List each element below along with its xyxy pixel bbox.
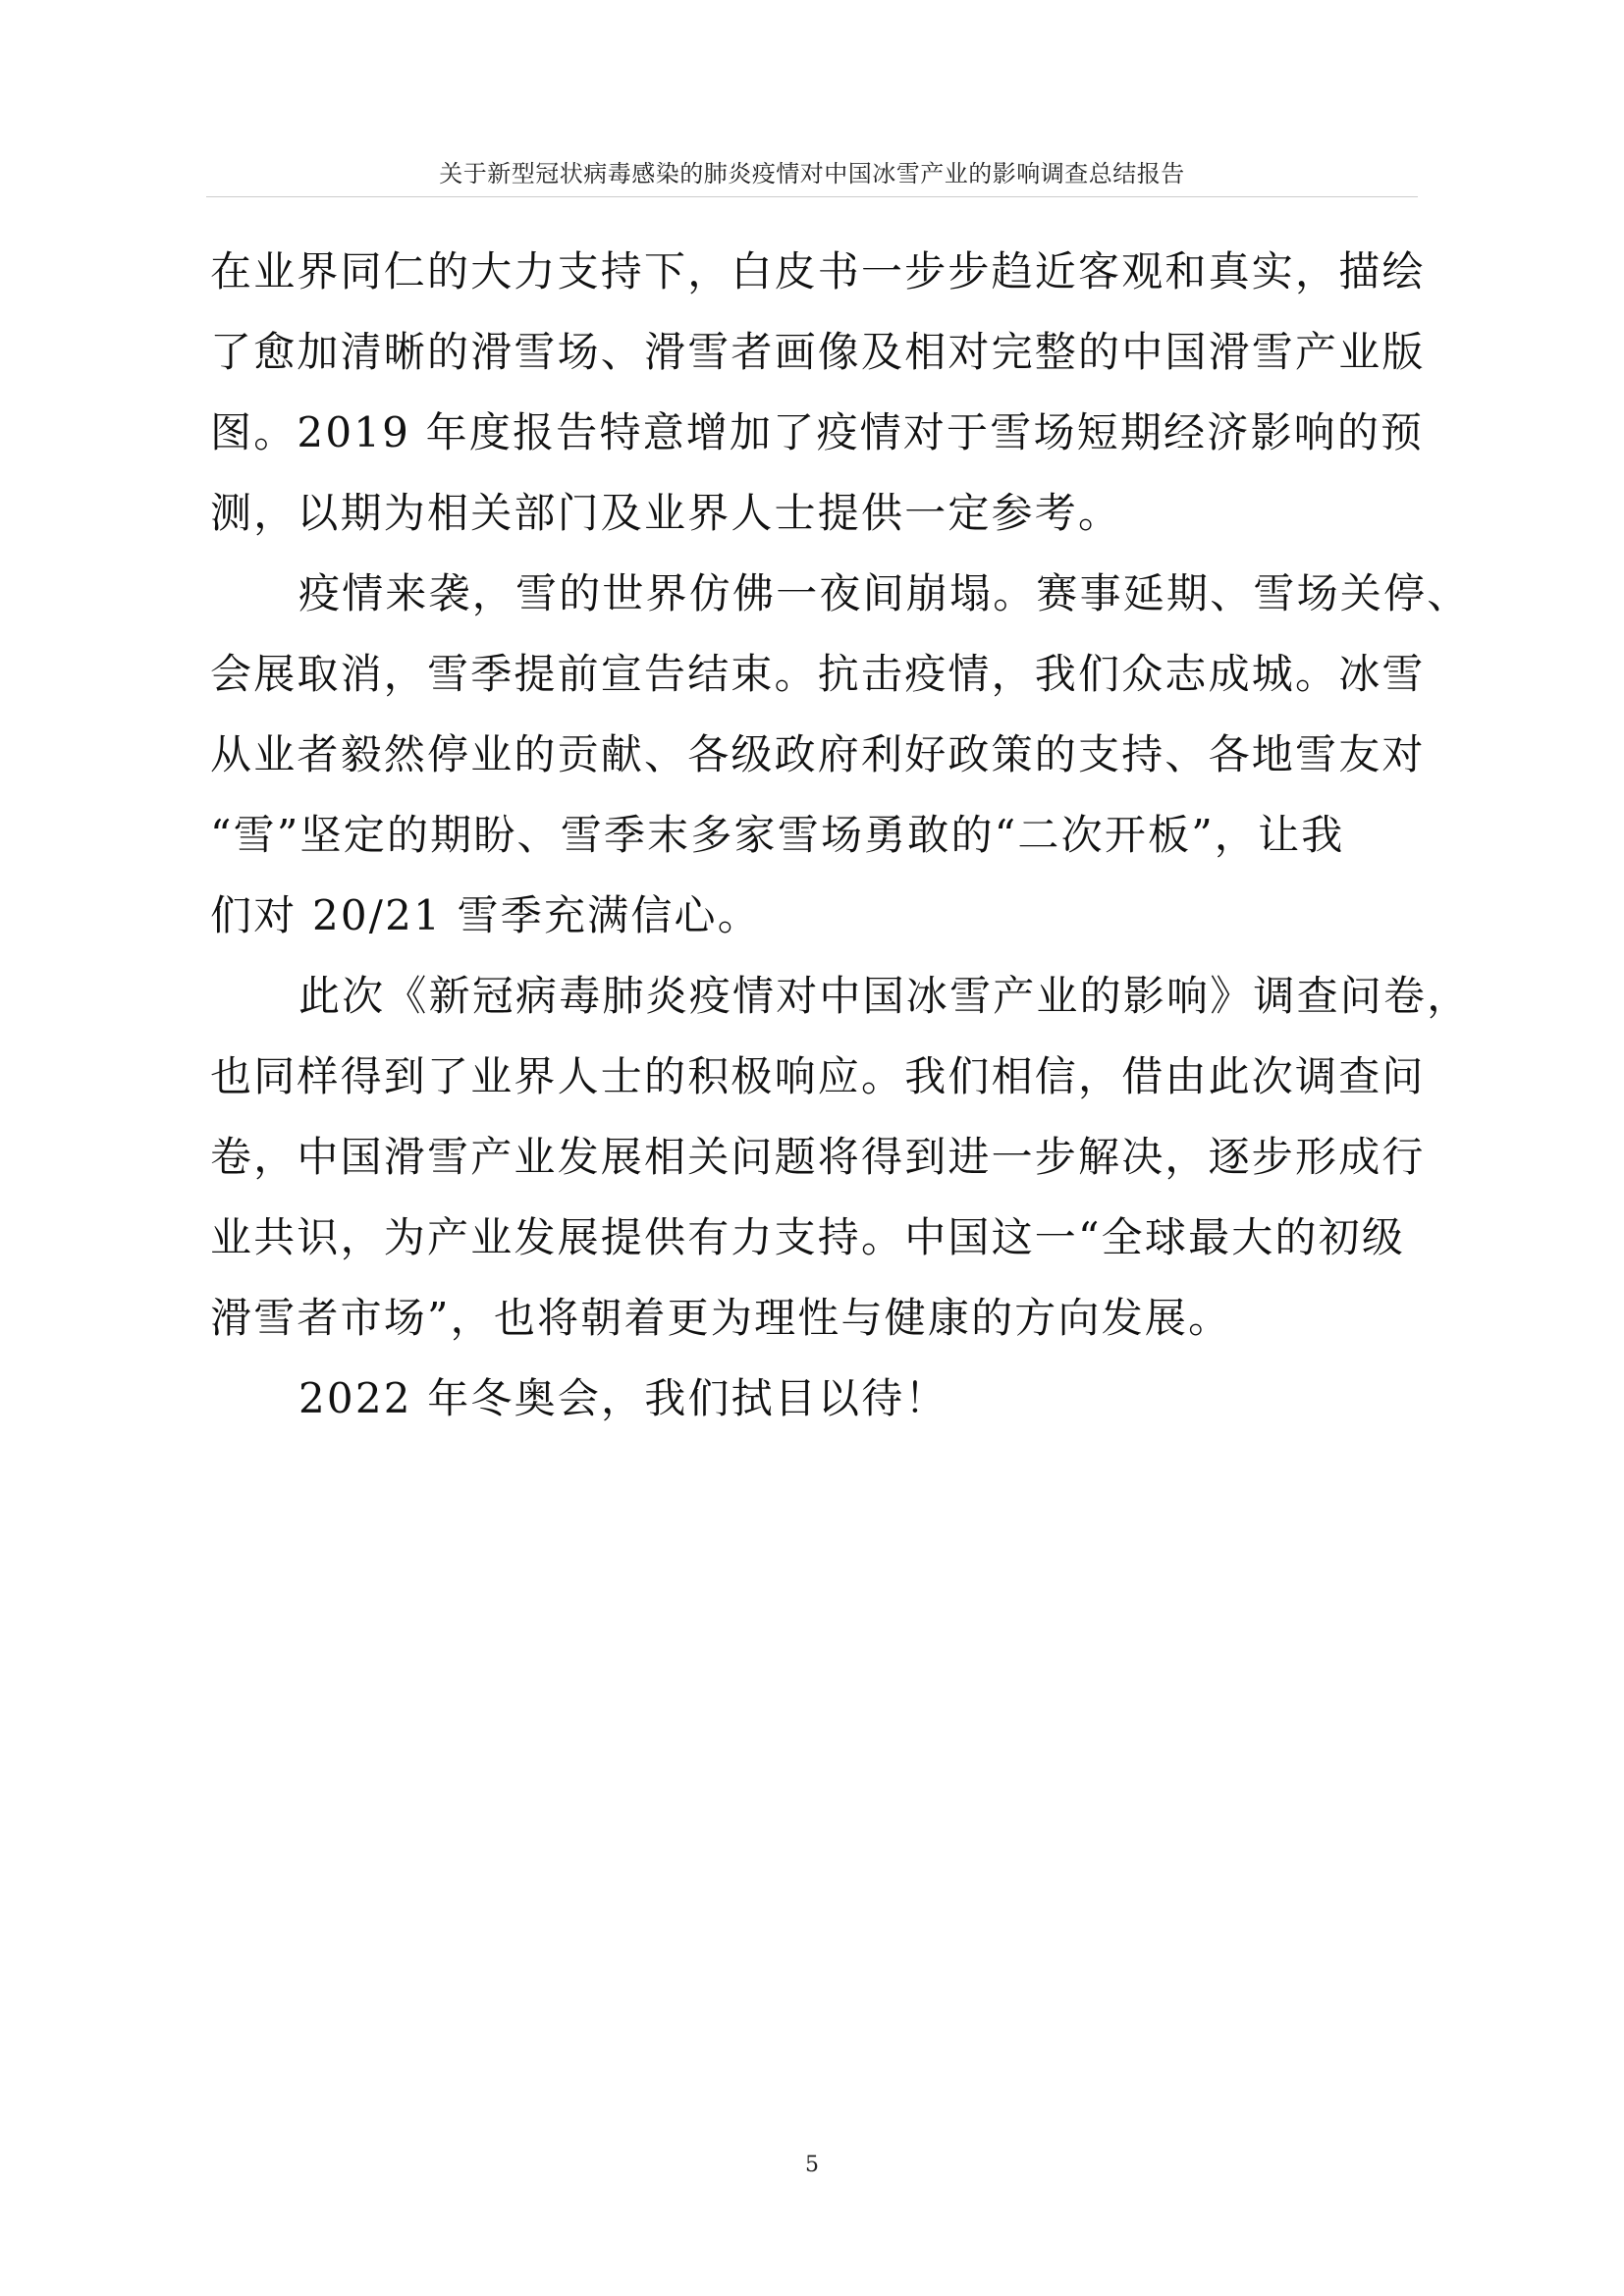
paragraph-line: 2022 年冬奥会，我们拭目以待！ [298, 1374, 948, 1422]
paragraph-line: 在业界同仁的大力支持下，白皮书一步步趋近客观和真实，描绘 [210, 247, 1426, 295]
paragraph-line: “雪”坚定的期盼、雪季末多家雪场勇敢的“二次开板”，让我 [210, 811, 1345, 859]
paragraph-line: 此次《新冠病毒肺炎疫情对中国冰雪产业的影响》调查问卷， [298, 972, 1471, 1020]
paragraph-line: 测，以期为相关部门及业界人士提供一定参考。 [210, 489, 1122, 537]
paragraph-line: 从业者毅然停业的贡献、各级政府利好政策的支持、各地雪友对 [210, 730, 1426, 778]
paragraph-line: 图。2019 年度报告特意增加了疫情对于雪场短期经济影响的预 [210, 408, 1425, 456]
header-divider [206, 196, 1418, 197]
paragraph-line: 也同样得到了业界人士的积极响应。我们相信，借由此次调查问 [210, 1052, 1426, 1100]
paragraph-line: 业共识，为产业发展提供有力支持。中国这一“全球最大的初级 [210, 1213, 1406, 1261]
paragraph-line: 卷，中国滑雪产业发展相关问题将得到进一步解决，逐步形成行 [210, 1133, 1426, 1181]
paragraph-line: 疫情来袭，雪的世界仿佛一夜间崩塌。赛事延期、雪场关停、 [298, 569, 1471, 617]
paragraph-line: 会展取消，雪季提前宣告结束。抗击疫情，我们众志成城。冰雪 [210, 650, 1426, 698]
page-number: 5 [805, 2153, 819, 2177]
paragraph-line: 们对 20/21 雪季充满信心。 [210, 891, 761, 939]
paragraph-line: 滑雪者市场”，也将朝着更为理性与健康的方向发展。 [210, 1294, 1232, 1342]
paragraph-line: 了愈加清晰的滑雪场、滑雪者画像及相对完整的中国滑雪产业版 [210, 328, 1426, 376]
body-text [210, 232, 1471, 1439]
page-header-title: 关于新型冠状病毒感染的肺炎疫情对中国冰雪产业的影响调查总结报告 [439, 160, 1185, 187]
